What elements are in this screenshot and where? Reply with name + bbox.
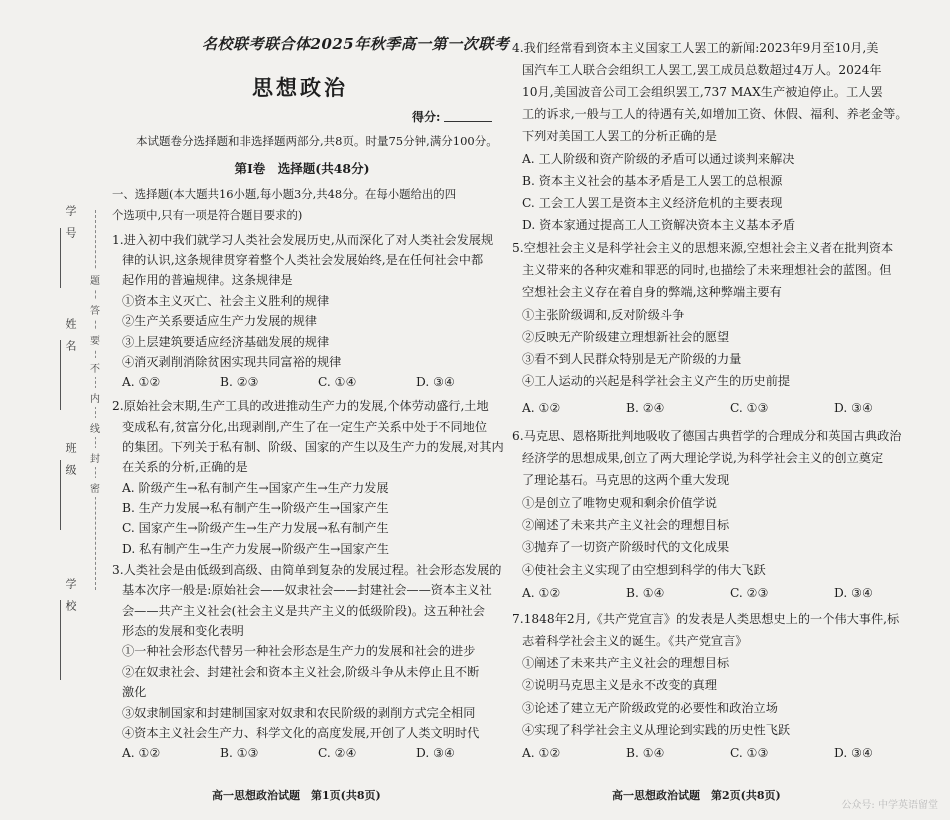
question-5-item: ③看不到人民群众特别是无产阶级的力量 <box>522 352 742 366</box>
seal-char: 要 <box>90 330 100 349</box>
option-d[interactable]: D. 资本家通过提高工人工资解决资本主义基本矛盾 <box>522 218 796 232</box>
option-d[interactable]: D. ③④ <box>834 401 873 415</box>
question-6-line: 经济学的思想成果,创立了两大理论学说,为科学社会主义的创立奠定 <box>522 451 884 465</box>
option-a[interactable]: A. ①② <box>522 401 561 415</box>
question-3-item: ③奴隶制国家和封建制国家对奴隶和农民阶级的剥削方式完全相同 <box>122 706 476 720</box>
question-4-line: 下列对美国工人罢工的分析正确的是 <box>522 129 717 143</box>
score-blank <box>444 121 492 122</box>
question-2-line: 在关系的分析,正确的是 <box>122 460 248 474</box>
option-a[interactable]: A. 工人阶级和资产阶级的矛盾可以通过谈判来解决 <box>522 152 795 166</box>
question-6-item: ④使社会主义实现了由空想到科学的伟大飞跃 <box>522 563 766 577</box>
question-5-line: 5.空想社会主义是科学社会主义的思想来源,空想社会主义者在批判资本 <box>512 241 894 255</box>
option-b[interactable]: B. ①④ <box>626 586 665 600</box>
exam-title: 名校联考联合体2025年秋季高一第一次联考 <box>202 35 510 53</box>
question-4-line: 国汽车工人联合会组织工人罢工,罢工成员总数超过4万人。2024年 <box>522 63 882 77</box>
instruction-line: 一、选择题(本大题共16小题,每小题3分,共48分。在每小题给出的四 <box>112 187 457 201</box>
question-1-item: ②生产关系要适应生产力发展的规律 <box>122 314 317 328</box>
question-6-item: ③抛弃了一切资产阶级时代的文化成果 <box>522 540 730 554</box>
question-5-item: ②反映无产阶级建立理想新社会的愿望 <box>522 330 730 344</box>
option-b[interactable]: B. 资本主义社会的基本矛盾是工人罢工的总根源 <box>522 174 783 188</box>
left-column <box>112 0 510 820</box>
question-5-line: 主义带来的各种灾难和罪恶的同时,也描绘了未来理想社会的蓝图。但 <box>522 263 892 277</box>
option-d[interactable]: D. ③④ <box>416 375 455 389</box>
question-2-line: 的集团。下列关于私有制、阶级、国家的产生以及生产力的发展,对其内 <box>122 440 504 454</box>
question-7-options <box>522 746 904 760</box>
intro-text: 本试题卷分选择题和非选择题两部分,共8页。时量75分钟,满分100分。 <box>136 134 498 148</box>
question-1-line: 起作用的普遍规律。这条规律是 <box>122 273 293 287</box>
question-5-options <box>522 401 904 415</box>
watermark: 公众号: 中学英语留堂 <box>841 800 938 811</box>
seal-char: 封 <box>90 448 100 467</box>
question-2-line: 2.原始社会末期,生产工具的改进推动生产力的发展,个体劳动盛行,土地 <box>112 399 489 413</box>
option-c[interactable]: C. 国家产生→阶级产生→生产力发展→私有制产生 <box>122 521 389 535</box>
page-footer-left: 高一思想政治试题 第1页(共8页) <box>212 789 381 802</box>
question-1-line: 律的认识,这条规律贯穿着整个人类社会发展始终,是在任何社会中都 <box>122 253 484 267</box>
question-7-line: 志着科学社会主义的诞生。《共产党宣言》 <box>522 634 748 648</box>
question-6-options <box>522 586 904 600</box>
student-id-label: 学 号 <box>64 205 77 238</box>
question-1-line: 1.进入初中我们就学习人类社会发展历史,从而深化了对人类社会发展规 <box>112 233 494 247</box>
question-4-line: 工的诉求,一般与工人的待遇有关,如增加工资、休假、福利、养老金等。 <box>522 107 908 121</box>
school-line <box>60 600 61 680</box>
option-d[interactable]: D. ③④ <box>834 586 873 600</box>
subject-title: 思想政治 <box>252 75 348 100</box>
student-id-line <box>60 228 61 288</box>
option-b[interactable]: B. ②③ <box>220 375 259 389</box>
seal-char: 密 <box>90 478 100 497</box>
question-6-item: ①是创立了唯物史观和剩余价值学说 <box>522 496 717 510</box>
question-4-line: 10月,美国波音公司工会组织罢工,737 MAX生产被迫停止。工人罢 <box>522 85 883 99</box>
question-1-options <box>122 375 486 389</box>
question-6-line: 了理论基石。马克思的这两个重大发现 <box>522 473 730 487</box>
question-3-item: ①一种社会形态代替另一种社会形态是生产力的发展和社会的进步 <box>122 644 476 658</box>
option-a[interactable]: A. 阶级产生→私有制产生→国家产生→生产力发展 <box>122 481 389 495</box>
question-5-item: ①主张阶级调和,反对阶级斗争 <box>522 308 685 322</box>
option-a[interactable]: A. ①② <box>522 586 561 600</box>
option-c[interactable]: C. ②④ <box>318 746 357 760</box>
question-3-line: 3.人类社会是由低级到高级、由简单到复杂的发展过程。社会形态发展的 <box>112 563 502 577</box>
seal-char: 线 <box>90 418 100 437</box>
option-b[interactable]: B. 生产力发展→私有制产生→阶级产生→国家产生 <box>122 501 389 515</box>
question-7-item: ④实现了科学社会主义从理论到实践的历史性飞跃 <box>522 723 791 737</box>
question-4-line: 4.我们经常看到资本主义国家工人罢工的新闻:2023年9月至10月,美 <box>512 41 879 55</box>
name-label: 姓 名 <box>64 318 77 351</box>
question-1-item: ④消灭剥削消除贫困实现共同富裕的规律 <box>122 355 342 369</box>
binding-strip <box>0 0 112 820</box>
question-3-options <box>122 746 486 760</box>
question-3-item: 激化 <box>122 685 147 699</box>
question-3-line: 形态的发展和变化表明 <box>122 624 244 638</box>
question-7-item: ①阐述了未来共产主义社会的理想目标 <box>522 656 730 670</box>
question-3-item: ④资本主义社会生产力、科学文化的高度发展,开创了人类文明时代 <box>122 726 480 740</box>
question-3-line: 会——共产主义社会(社会主义是共产主义的低级阶段)。这五种社会 <box>122 604 485 618</box>
seal-char: 不 <box>90 358 100 377</box>
school-label: 学 校 <box>64 578 77 611</box>
question-7-line: 7.1848年2月,《共产党宣言》的发表是人类思想史上的一个伟大事件,标 <box>512 612 900 626</box>
question-3-item: ②在奴隶社会、封建社会和资本主义社会,阶级斗争从未停止且不断 <box>122 665 480 679</box>
question-5-item: ④工人运动的兴起是科学社会主义产生的历史前提 <box>522 374 791 388</box>
question-1-item: ①资本主义灭亡、社会主义胜利的规律 <box>122 294 330 308</box>
option-a[interactable]: A. ①② <box>122 375 161 389</box>
question-6-item: ②阐述了未来共产主义社会的理想目标 <box>522 518 730 532</box>
option-a[interactable]: A. ①② <box>522 746 561 760</box>
name-line <box>60 340 61 410</box>
option-d[interactable]: D. ③④ <box>416 746 455 760</box>
question-6-line: 6.马克思、恩格斯批判地吸收了德国古典哲学的合理成分和英国古典政治 <box>512 429 902 443</box>
option-d[interactable]: D. ③④ <box>834 746 873 760</box>
option-b[interactable]: B. ①③ <box>220 746 259 760</box>
section-title: 第Ⅰ卷 选择题(共48分) <box>234 161 370 176</box>
option-b[interactable]: B. ②④ <box>626 401 665 415</box>
question-2-line: 变成私有,贫富分化,出现剥削,产生了在一定生产关系中处于不同地位 <box>122 420 488 434</box>
score-label: 得分: <box>412 110 441 124</box>
question-5-line: 空想社会主义存在着自身的弊端,这种弊端主要有 <box>522 285 782 299</box>
option-b[interactable]: B. ①④ <box>626 746 665 760</box>
instruction-line: 个选项中,只有一项是符合题目要求的) <box>112 208 303 222</box>
question-7-item: ②说明马克思主义是永不改变的真理 <box>522 678 717 692</box>
class-label: 班 级 <box>64 442 77 475</box>
question-3-line: 基本次序一般是:原始社会——奴隶社会——封建社会——资本主义社 <box>122 583 492 597</box>
option-d[interactable]: D. 私有制产生→生产力发展→阶级产生→国家产生 <box>122 542 390 556</box>
seal-char: 内 <box>90 388 100 407</box>
question-1-item: ③上层建筑要适应经济基础发展的规律 <box>122 335 330 349</box>
option-c[interactable]: C. ①④ <box>318 375 357 389</box>
page-footer-right: 高一思想政治试题 第2页(共8页) <box>612 789 781 802</box>
option-c[interactable]: C. 工会工人罢工是资本主义经济危机的主要表现 <box>522 196 783 210</box>
option-c[interactable]: C. ①③ <box>730 746 769 760</box>
question-7-item: ③论述了建立无产阶级政党的必要性和政治立场 <box>522 701 778 715</box>
option-a[interactable]: A. ①② <box>122 746 161 760</box>
right-column <box>512 0 910 820</box>
class-line <box>60 460 61 530</box>
option-c[interactable]: C. ①③ <box>730 401 769 415</box>
seal-char: 题 <box>90 270 100 289</box>
option-c[interactable]: C. ②③ <box>730 586 769 600</box>
seal-char: 答 <box>90 300 100 319</box>
